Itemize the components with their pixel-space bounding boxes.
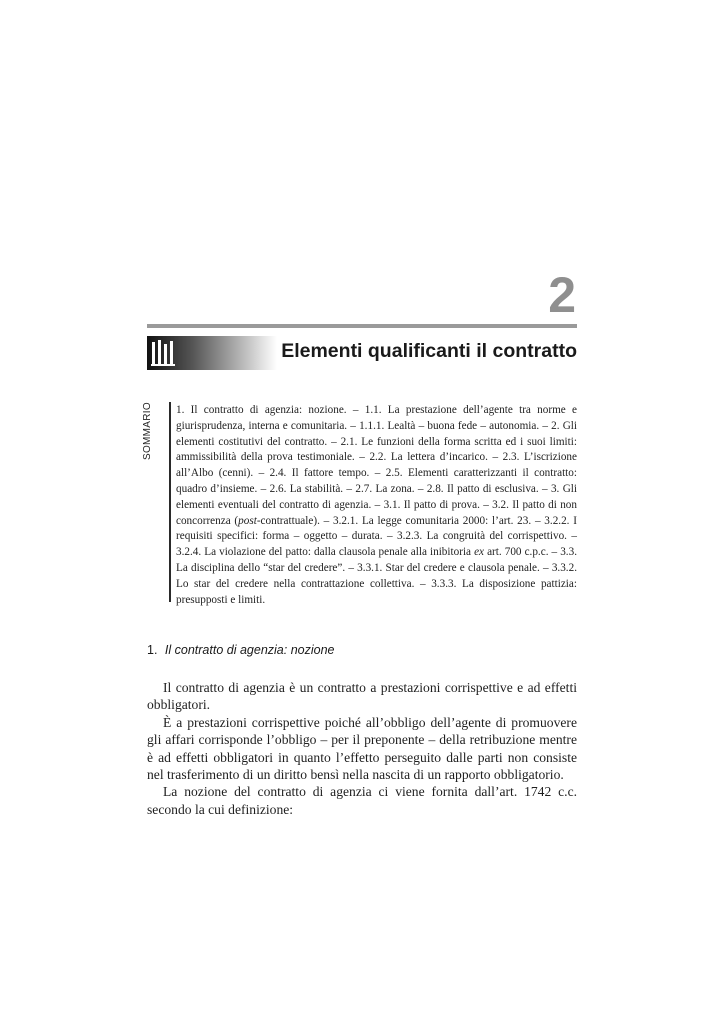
body-paragraph: La nozione del contratto di agenzia ci viene fornita dall’art. 1742 c.c. secondo la cui definizione: xyxy=(147,784,577,817)
sommario-divider xyxy=(169,402,171,602)
header-rule xyxy=(147,324,577,328)
section-number: 1. xyxy=(147,643,158,657)
body-paragraph: Il contratto di agenzia è un contratto a prestazioni corrispettive e ad effetti obbligatori. xyxy=(147,680,577,713)
sommario-label: SOMMARIO xyxy=(142,402,153,460)
body-text xyxy=(147,679,577,818)
section-heading xyxy=(147,643,334,657)
body-paragraph: È a prestazioni corrispettive poiché all’obbligo dell’agente di promuovere gli affari corrisponde l’obbligo – per il preponente – della retribuzione mentre è ad effetti obbligatori in quanto l’effetto perseguito dalle parti non consiste nel trasferimento di un diritto bensì nella nascita di un rapporto obbligatorio. xyxy=(147,714,577,783)
chapter-number: 2 xyxy=(548,267,576,323)
sommario-text: 1. Il contratto di agenzia: nozione. – 1.1. La prestazione dell’agente tra norme e giurisprudenza, interna e comunitaria. – 1.1.1. Lealtà – buona fede – autonomia. – 2. Gli elementi costitutivi del contratto. – 2.1. Le funzioni della forma scritta ed i suoi limiti: ammissibilità della prova testimoniale. – 2.2. La lettera d’incarico. – 2.3. L’iscrizione all’Albo (cenni). – 2.4. Il fattore tempo. – 2.5. Elementi caratterizzanti il contratto: quadro d’insieme. – 2.6. La stabilità. – 2.7. La zona. – 2.8. Il patto di esclusiva. – 3. Gli elementi eventuali del contratto di agenzia. – 3.1. Il patto di prova. – 3.2. Il patto di non concorrenza (post-contrattuale). – 3.2.1. La legge comunitaria 2000: l’art. 23. – 3.2.2. I requisiti specifici: forma – oggetto – durata. – 3.2.3. La congruità del corrispettivo. – 3.2.4. La violazione del patto: dalla clausola penale alla inibitoria ex art. 700 c.p.c. – 3.3. La disciplina dello “star del credere”. – 3.3.1. Star del credere e clausola penale. – 3.3.2. Lo star del credere nella contrattazione collettiva. – 3.3.3. La disposizione pattizia: presupposti e limiti. xyxy=(176,404,577,606)
chapter-title: Elementi qualificanti il contratto xyxy=(281,340,577,362)
book-spines-icon xyxy=(147,336,181,370)
section-title: Il contratto di agenzia: nozione xyxy=(164,643,335,657)
